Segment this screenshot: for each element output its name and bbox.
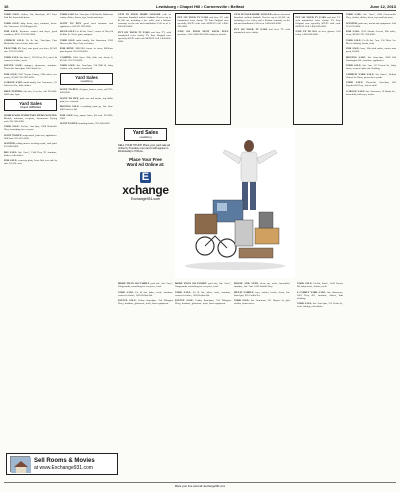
ad-lead: FREE PUPPIES,	[4, 89, 23, 93]
classified-ad	[60, 30, 113, 36]
classified-ad	[234, 299, 290, 305]
ad-body: hay, square bales, $4 each, 931-993-0000.	[60, 113, 113, 120]
ad-lead: SAVE UP TO 50%	[295, 30, 318, 33]
classified-ad	[118, 13, 171, 28]
classified-ad	[297, 291, 343, 300]
ad-lead: STAY IN YOUR HOME LONGER	[234, 13, 272, 16]
ad-lead: YARD SALE,	[346, 13, 362, 16]
ad-lead: MULTI FAMILY,	[234, 290, 254, 294]
ad-lead: YARD SALE,	[175, 290, 191, 294]
ad-body: good used furniture and appliances. Call 931-993-0000.	[60, 21, 113, 28]
classified-ad	[4, 90, 57, 96]
ad-lead: FOR SALE,	[4, 72, 18, 76]
classified-ad	[4, 159, 57, 165]
ad-body: Friday 8am-4pm, 704 Ellington Pkwy, furniture, glassware, tools, lawn equipment.	[175, 299, 231, 305]
ad-lead: SAVE ON YOUR NEXT DUCK FUEL	[177, 30, 229, 33]
ad-lead: YARD SALE,	[118, 290, 134, 294]
ad-body: Sat. 7am, 117 Forrest St., baby items, women's plus size clothing.	[346, 64, 396, 70]
ad-body: boat, 16ft with trailer, motor runs good, $2,800.	[346, 47, 396, 53]
page-date: June 12, 2013	[369, 4, 396, 9]
ad-lead: YARD SALE,	[234, 299, 250, 302]
classified-ad	[4, 134, 57, 140]
ad-lead: GARAGE SALE,	[4, 81, 23, 84]
ad-lead: YARD SALE,	[60, 64, 76, 67]
ad-lead: MORE THAN 100 FAMILY	[118, 282, 150, 285]
exchange-logo[interactable]: Exchange	[122, 171, 169, 198]
ad-lead: ESTATE SALE,	[118, 299, 137, 302]
ad-body: Fri-Sat, 8am-?, 1106 Verona Rd, baby items, clothes, tools.	[297, 282, 343, 288]
ad-body: with an American Standard walk-in bathtub. Receive up to $1,500 off, including a free toilet, and a lifetime warranty on the tub and installation! Call us at 1-800-000-0000.	[234, 13, 290, 25]
ad-body: antiques, glassware, furniture. Thurs-Sat. 8am-4pm. 300 Church St.	[4, 64, 57, 70]
column-1	[4, 13, 57, 449]
ad-body: scrap metal, junk cars, appliances. Will haul. 931-637-0000.	[4, 133, 57, 140]
classified-ad	[296, 16, 341, 28]
classified-ad	[234, 291, 290, 297]
ad-lead: HUGE SALE	[60, 30, 75, 33]
ad-lead: CAMPER,	[60, 55, 72, 59]
classified-ad	[175, 299, 231, 305]
ad-lead: TRACTOR,	[4, 47, 18, 50]
ad-lead: MOVING SALE,	[346, 55, 366, 59]
classified-ad	[60, 105, 113, 111]
ad-body: multi family, Sat. 6am-noon, 2200 Mooresville Hwy. Lots of clothes.	[60, 38, 113, 45]
classified-ad	[4, 142, 57, 148]
yard-sale-photo	[175, 128, 295, 278]
classified-ad	[60, 97, 113, 103]
ad-lead: YARD SALE,	[346, 81, 364, 84]
ad-body: Fri-Sat, 7am-1pm, 2208 Nashville Hwy, something for everyone.	[4, 125, 57, 131]
promo-url[interactable]: Exchange931.com	[131, 197, 160, 202]
ad-lead: PUT ON YOUR TV EARS	[295, 15, 326, 19]
ad-body: multi family, Sat. 7am-noon, 117 Lakeview Dr., kids clothes.	[4, 81, 57, 87]
column-3-lower	[118, 282, 173, 447]
classified-ad	[4, 81, 57, 87]
ad-body: 2007 Toyota Camry, 120k miles, one owner, $7,800. 931-993-0000.	[4, 72, 57, 79]
bottom-ad[interactable]	[6, 453, 118, 475]
classified-ad	[346, 30, 396, 36]
ad-lead: MORE THAN 100 FAMILY	[175, 282, 207, 285]
ad-body: Medals, uniforms, weapons, documents. Paying cash. 931-580-0000.	[4, 116, 57, 123]
ad-body: riding mower needing repair, cash paid. 931-698-0000.	[4, 142, 57, 148]
promo-subheadline: Word Ad Online at:	[126, 162, 165, 168]
classified-ad	[60, 13, 113, 19]
classified-ad	[4, 151, 57, 157]
ad-lead: ESTATE SALE,	[4, 64, 23, 67]
ad-body: Sat. 7am-noon, 16 Shady Ln., household, kids toys, books.	[346, 89, 396, 96]
promo-headline: Place Your Free	[129, 157, 162, 163]
ad-lead: FOR SALE,	[346, 47, 360, 50]
ad-body: with an American Standard walk-in bathtub. Receive up to $1,500 off, including a free toilet, and a lifetime warranty on the tub and installation! Call us at 1-800-000-0000.	[118, 13, 171, 28]
classified-ad	[234, 282, 290, 288]
classified-ad	[346, 56, 396, 62]
classified-ad	[4, 64, 57, 70]
page-header	[4, 3, 396, 11]
ad-body: and hear TV with unmatched voice clarity. TV Ears Original now specially $59.95 with code MCB59! Call 1-800-000-0000.	[177, 15, 229, 28]
ad-lead: YARD SALE,	[4, 55, 19, 59]
ad-lead: YARD SALE	[60, 38, 75, 42]
classified-ad	[4, 30, 57, 36]
ad-body: 2005 Jayco 28ft, slide out, sleeps 6, $9,500. 931-270-0000.	[60, 55, 113, 62]
classified-ad	[60, 64, 113, 70]
ad-body: on new glasses. Call today 1-800-000-0000.	[295, 30, 341, 36]
ad-lead: CHURCH YARD SALE,	[346, 72, 374, 76]
classified-ad	[175, 291, 231, 297]
classified-ad	[346, 47, 396, 53]
classified-ad	[4, 56, 57, 62]
ad-body: purchase. Call 1-800-000-0000 today for details.	[177, 33, 227, 36]
classified-ad	[297, 302, 343, 308]
ad-lead: MOVING SALE,	[60, 105, 80, 108]
ad-body: Kenmore washer and dryer, good condition, $250. 931-359-0000.	[4, 30, 57, 36]
classified-ad	[4, 13, 57, 19]
ad-lead: WORLD WAR II MILITARY ITEMS WANTED.	[4, 113, 57, 117]
column-3	[118, 13, 171, 125]
classified-ad	[346, 22, 396, 28]
ad-body: yard sale, Sat. 7am-?, Fairgrounds, something for everyone, food.	[175, 282, 231, 288]
ad-body: junk cars and trucks, top dollar paid, free removal.	[60, 96, 113, 103]
ad-lead: 4 FAMILY YARD SALE,	[297, 290, 326, 294]
classified-ad	[60, 56, 113, 62]
classified-ad	[234, 13, 290, 25]
classified-ad	[4, 125, 57, 131]
ad-body: Fri. & Sat. 7am-?, corner of Hwy 64 & Blue St. Tools, guns, antiques.	[60, 30, 113, 36]
promo-cta: SELL YOUR STUFF! Place your yard sale ad online by Tuesday noon and it will appear in Wednesday's Tribune.	[118, 144, 171, 154]
classified-ad	[346, 64, 396, 70]
classified-ad	[346, 39, 396, 45]
ad-lead: PUT ON YOUR TV EARS	[177, 15, 209, 19]
ad-lead: WANT TO BUY,	[60, 88, 79, 91]
ad-lead: FOR SALE,	[4, 30, 19, 33]
ad-body: junk cars, trucks and equipment. Call 931-270-0000.	[346, 21, 396, 28]
bottom-ad-title: Sell Rooms & Movies	[34, 457, 95, 464]
column-4-ads	[175, 13, 231, 125]
ad-body: standing timber, 931-580-0000.	[78, 122, 111, 125]
classified-ad	[346, 13, 396, 19]
yard-sales-box: Yard Sales Lewisburg	[124, 128, 167, 141]
classified-ad	[60, 88, 113, 94]
ad-body: clean out, tools, household, furniture, Sat. 7am. 1410 Pulaski Hwy.	[234, 282, 290, 288]
ad-body: old guns, knives, coins, call 931-842-0000.	[60, 88, 113, 94]
classified-ad	[60, 22, 113, 28]
ad-body: and hear TV with unmatched voice clarity. TV Ears Original now specially $59.95 with code MCB59! Call 1-800-000-0000.	[295, 15, 341, 28]
ad-lead: WANTED,	[346, 21, 358, 25]
ad-body: Thurs-Sat, 7am-3pm, 850 Fayetteville Hwy., lots of stuff.	[346, 81, 396, 87]
ad-lead: WANT TO BUY,	[4, 133, 22, 137]
ad-body: clothes, Sat, 8am-1pm, 412 Lone Oak Rd, household items.	[4, 13, 57, 19]
ad-lead: WANTED,	[4, 142, 16, 145]
column-2	[60, 13, 113, 449]
ad-body: Fri & Sat, bikes, tools, furniture, women's clothes, 1020 Belfast Rd.	[118, 290, 173, 297]
classified-ad	[60, 114, 113, 120]
ad-body: 2010 Honda Accord, 98k miles, clean, $9,900. 931-359-0000.	[346, 30, 396, 36]
classified-ad	[4, 22, 57, 28]
ad-body: Sat. 6am-?, Belfast Church of Christ, proceeds to youth.	[346, 72, 396, 79]
ad-body: Sat. 7am-?, 1340 Hwy 99, furniture, dishes, collectibles.	[4, 150, 57, 157]
classified-ad	[346, 90, 396, 96]
section-heading-lewisburg: Yard Sales Lewisburg	[60, 73, 113, 85]
ad-lead: FOR RENT,	[60, 47, 75, 50]
page-footer: Place your free word ad: Exchange931.com	[4, 482, 396, 489]
classified-ad	[4, 39, 57, 45]
classified-ad	[296, 30, 341, 36]
ad-body: Sat. 7am-?, 3280 Cornersville Hwy, clothes, dishes, decor, toys and lots more.	[346, 13, 396, 19]
classified-ad	[118, 299, 173, 305]
ad-body: Sat. 6am-1pm, 2008 Old Farmington Rd., furniture, appliances.	[346, 55, 396, 62]
section-heading-chapel-hill: Yard Sales Chapel Hill/Belfast	[4, 99, 57, 111]
column-6-ads	[293, 13, 343, 125]
column-5-lower	[234, 282, 290, 447]
ad-body: Friday 8am-4pm, 704 Ellington Pkwy, furniture, glassware, tools, lawn equipment.	[118, 299, 173, 305]
ad-body: and hear TV with unmatched voice clarity.	[234, 27, 290, 34]
ad-lead: WANT TO BUY,	[60, 122, 78, 125]
classified-ad	[60, 47, 113, 53]
ad-body: lab mix, 8 weeks, call 931-842-0000 after 5pm.	[4, 89, 57, 96]
ad-lead: STAY IN YOUR HOME LONGER	[118, 13, 161, 16]
ad-lead: YARD SALE	[60, 13, 75, 16]
ad-body: Sat. 7am-1pm, 511 Cedar St., tools, fishing, collectibles.	[297, 302, 343, 308]
column-6-lower	[297, 282, 343, 447]
classified-ad	[118, 31, 171, 43]
ad-body: everything must go, Sat. 6am. 608 Fairview Rd.	[60, 105, 113, 111]
ad-body: Fri & Sat, 7am-2pm, First Methodist, lots of items, bake sale.	[4, 38, 57, 45]
classified-ad	[118, 282, 173, 288]
column-5	[234, 13, 290, 125]
ad-body: toys, clothes, books, decor, Sat. 6am-1pm, 901 Collins Ln.	[234, 290, 290, 297]
classified-ad	[60, 122, 113, 125]
ad-lead: PUT ON YOUR TV EARS	[234, 27, 268, 31]
promo-block	[118, 128, 173, 201]
classified-ad	[297, 282, 343, 288]
ad-body: Sat. 7am-2pm, 316 Mill St, baby clothes, crib, stroller, household.	[60, 64, 113, 70]
ad-body: baby items, toys, furniture, decor. Sat. 7am-noon. 505 Ellington Dr.	[4, 21, 57, 28]
ad-body: Sat. 7am-noon, 221 Haynes St, girls clothes, housewares.	[234, 299, 290, 305]
ad-lead: HOUSE AND AUTO	[234, 282, 259, 285]
ad-body: 3BR/2BA house in town, $850/mo plus deposit. 931-359-0000.	[60, 47, 113, 53]
ad-lead: GARAGE SALE,	[346, 89, 365, 93]
classified-ad	[4, 73, 57, 79]
classified-ad	[60, 39, 113, 45]
ad-body: and hear TV with unmatched voice clarity. TV Ears Original now specially $59.95 with code MCB59! Call 1-800-000-0000.	[118, 30, 171, 43]
ad-body: cemetery plots, Lone Oak, two side by side, $1,200 each.	[4, 159, 57, 165]
ad-body: 8N Ford, runs good, new tires, $2,500 obo. 931-270-0000.	[4, 47, 57, 53]
column-7	[346, 13, 396, 475]
ad-lead: FOR SALE,	[60, 113, 74, 117]
ad-body: Sat. 6am-noon, 3001 Hwy 431, furniture, dishes, kids clothing.	[297, 290, 343, 300]
ad-lead: WANT TO BUY	[60, 21, 82, 25]
ad-lead: FOR SALE,	[4, 159, 18, 162]
ad-lead: BIG SALE,	[4, 150, 17, 154]
classified-ad	[175, 282, 231, 288]
ad-lead: WANT TO BUY,	[60, 96, 79, 100]
ad-lead: FOR SALE,	[346, 30, 360, 33]
ad-lead: YARD SALE,	[346, 38, 362, 42]
classified-ad	[4, 47, 57, 53]
yard-sale-illustration	[175, 128, 295, 278]
house-icon	[11, 457, 31, 473]
ad-body: Sat. 6am-?, 1250 Hwy 31A, men's & women's clothes, tools.	[4, 55, 57, 62]
ad-body: Fri & Sat, bikes, tools, furniture, women's clothes, 1020 Belfast Rd.	[175, 290, 231, 297]
classified-ad	[178, 30, 229, 36]
page-number: 16	[4, 4, 9, 9]
ad-lead: ESTATE SALE,	[175, 299, 194, 302]
page-title: Lewisburg • Chapel Hill • Cornersville • Belfast	[156, 4, 244, 9]
ad-body: Fri & Sat, 7am, 150 Dixie Ln. Men's clothing, books, tools.	[346, 38, 396, 45]
ad-lead: YARD SALE,	[346, 64, 362, 67]
classified-ad	[4, 114, 57, 123]
classified-ad	[178, 16, 229, 28]
bottom-ad-url[interactable]: at www.Exchange931.com	[34, 464, 93, 471]
classified-ad	[118, 291, 173, 297]
ad-lead: YARD SALE,	[4, 21, 20, 25]
ad-lead: CHURCH SALE,	[4, 38, 25, 42]
column-4-lower	[175, 282, 231, 447]
ad-lead: YARD SALE,	[297, 282, 313, 285]
classified-ad	[234, 28, 290, 34]
house-photo-icon	[10, 456, 30, 472]
ad-lead: YARD SALE,	[4, 13, 20, 16]
classified-ad	[346, 81, 396, 87]
ad-lead: YARD SALE,	[4, 125, 20, 128]
ad-body: yard sale, Sat. 7am-?, Fairgrounds, something for everyone, food.	[118, 282, 173, 288]
ad-body: Sat. 7am-1pm. 104 Oak Dr. Bathroom vanity, dishes, linens, toys, books and more.	[60, 13, 113, 19]
ad-lead: YARD SALE,	[297, 302, 312, 305]
ad-lead: PUT ON YOUR TV EARS	[118, 30, 150, 34]
classified-ad	[346, 73, 396, 79]
